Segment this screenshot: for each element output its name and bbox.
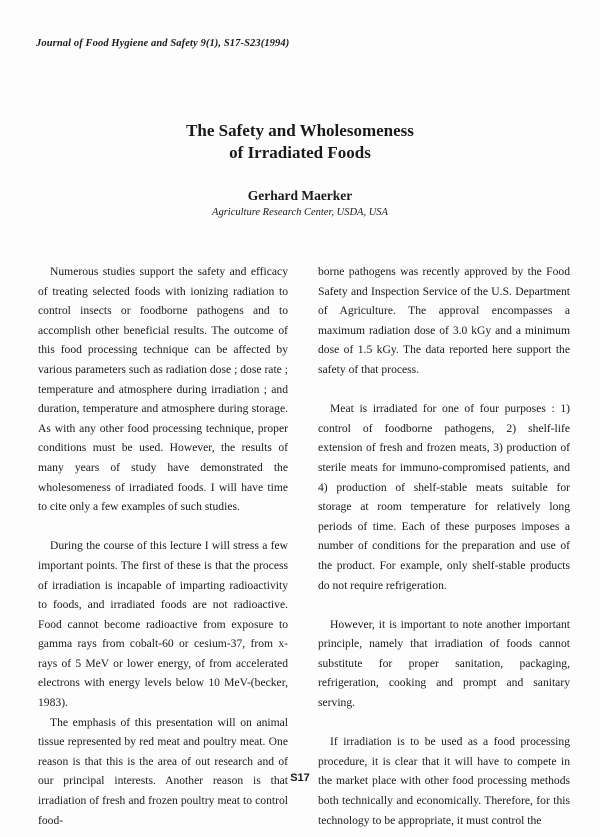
right-column: [318, 262, 570, 830]
paragraph: Numerous studies support the safety and efficacy of treating selected foods with ionizing radiation to control insects or foodborne pathogens and to accomplish other beneficial results. The outcome of this food processing technique can be affected by various parameters such as radiation dose ; dose rate ; temperature and atmosphere during irradiation ; and duration, temperature and atmosphere during storage. As with any other food processing technique, proper conditions must be used. However, the results of many years of study have demonstrated the wholesomeness of irradiated foods. I will have time to cite only a few examples of such studies.: [38, 265, 288, 514]
left-column: [38, 262, 288, 830]
paragraph: Meat is irradiated for one of four purposes : 1) control of foodborne pathogens, 2) shelf-life extension of fresh and frozen meats, 3) production of sterile meats for immuno-compromised patients, and 4) production of shelf-stable meats suitable for storage at room temperature for relatively long periods of time. Each of these purposes imposes a number of conditions for the preparation and use of the product. For example, only shelf-stable products do not require refrigeration.: [318, 402, 570, 592]
author-name: Gerhard Maerker: [247, 188, 353, 203]
paragraph: However, it is important to note another important principle, namely that irradiation of foods cannot substitute for proper sanitation, packaging, refrigeration, cooking and prompt and sanitary serving.: [318, 617, 570, 710]
paragraph: During the course of this lecture I will stress a few important points. The first of these is that the process of irradiation is incapable of imparting radioactivity to foods, and irradiated foods are not radioactive. Food cannot become radioactive from exposure to gamma rays from cobalt-60 or cesium-37, from x-rays of 5 MeV or lower energy, of from accelerated electrons with energy levels below 10 MeV-(becker, 1983).: [38, 539, 288, 710]
page-number: S17: [290, 772, 310, 784]
journal-citation: Journal of Food Hygiene and Safety 9(1), S17-S23(1994): [36, 38, 290, 49]
title-line-1: The Safety and Wholesomeness: [186, 121, 414, 140]
article-title: [0, 120, 600, 164]
author-affiliation: Agriculture Research Center, USDA, USA: [212, 207, 388, 218]
paragraph: If irradiation is to be used as a food processing procedure, it is clear that it will have to compete in the market place with other food processing methods both technically and economically. Therefore, for this technology to be appropriate, it must control the: [318, 735, 570, 827]
paragraph: borne pathogens was recently approved by the Food Safety and Inspection Service of the U.S. Department of Agriculture. The approval encompasses a maximum radiation dose of 3.0 kGy and a minimum dose of 1.5 kGy. The data reported here support the safety of that process.: [318, 265, 570, 376]
title-line-2: of Irradiated Foods: [229, 143, 371, 162]
paragraph: The emphasis of this presentation will on animal tissue represented by red meat and poultry meat. One reason is that this is the area of out research and of our principal interests. Another reason is that irradiation of fresh and frozen poultry meat to control food-: [38, 715, 288, 827]
